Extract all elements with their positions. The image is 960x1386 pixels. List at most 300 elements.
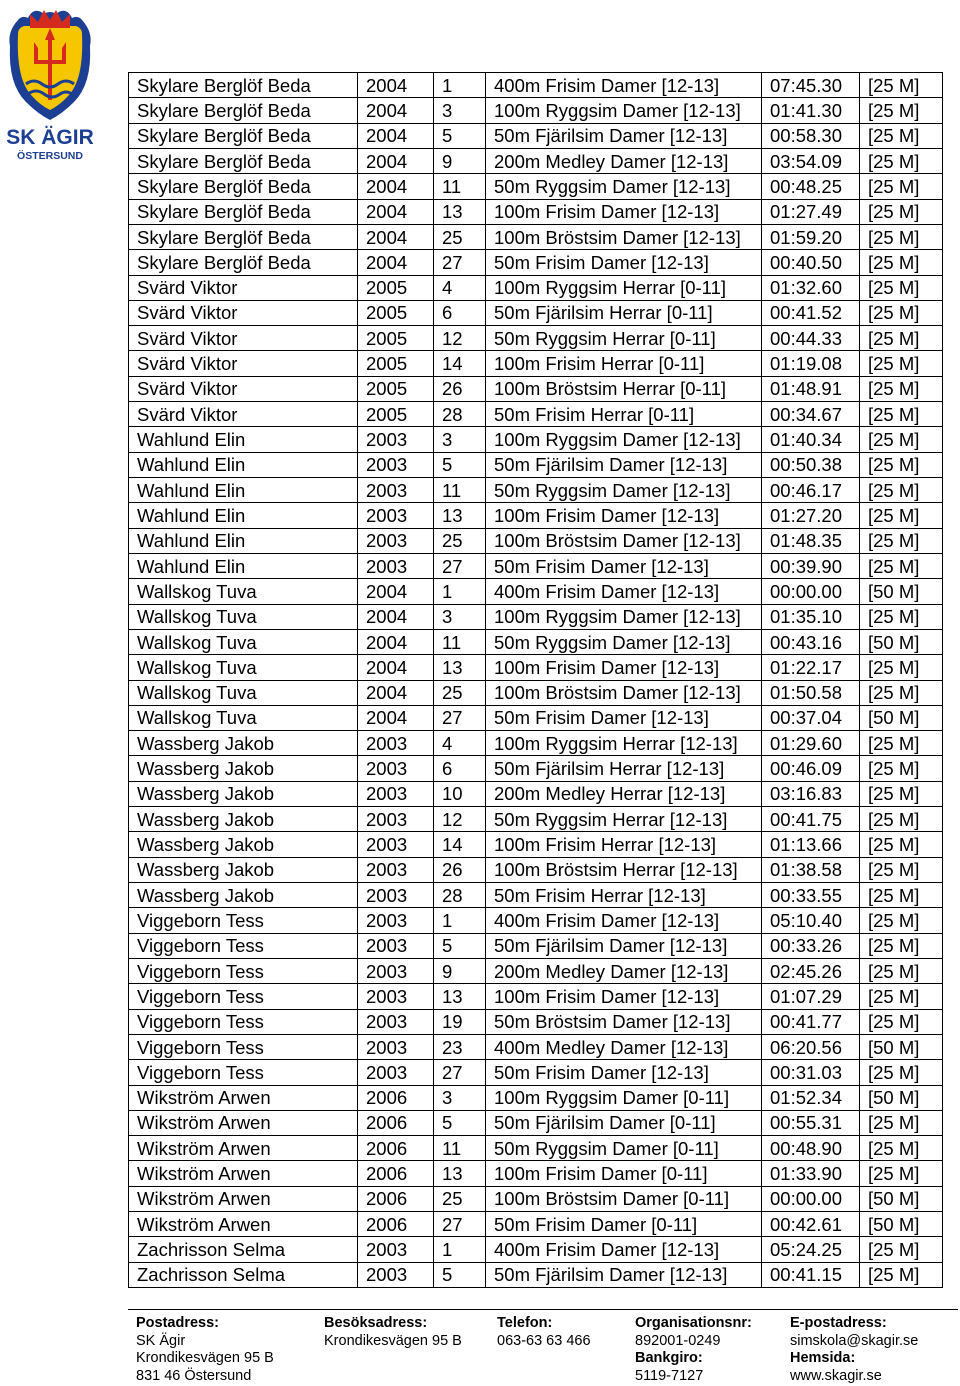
time-cell: 01:19.08 <box>762 351 860 376</box>
event-number-cell: 11 <box>434 478 486 503</box>
birth-year-cell: 2003 <box>358 1060 434 1085</box>
table-row <box>129 1060 943 1085</box>
event-number-cell: 1 <box>434 1237 486 1262</box>
pool-length-cell: [25 M] <box>860 680 943 705</box>
table-row <box>129 73 943 98</box>
event-cell: 400m Frisim Damer [12-13] <box>486 579 762 604</box>
swimmer-name-cell: Wallskog Tuva <box>129 680 358 705</box>
swimmer-name-cell: Wassberg Jakob <box>129 807 358 832</box>
pool-length-cell: [25 M] <box>860 250 943 275</box>
event-number-cell: 13 <box>434 984 486 1009</box>
event-number-cell: 3 <box>434 1085 486 1110</box>
table-row <box>129 832 943 857</box>
pool-length-cell: [25 M] <box>860 1009 943 1034</box>
pool-length-cell: [25 M] <box>860 275 943 300</box>
pool-length-cell: [25 M] <box>860 300 943 325</box>
footer-value: 063-63 63 466 <box>497 1332 591 1349</box>
birth-year-cell: 2004 <box>358 148 434 173</box>
table-row <box>129 883 943 908</box>
time-cell: 00:43.16 <box>762 629 860 654</box>
sk-agir-logo <box>4 4 96 164</box>
footer-value: 831 46 Östersund <box>136 1367 252 1384</box>
event-number-cell: 27 <box>434 1060 486 1085</box>
time-cell: 01:22.17 <box>762 655 860 680</box>
swimmer-name-cell: Wikström Arwen <box>129 1085 358 1110</box>
table-row <box>129 1110 943 1135</box>
event-cell: 400m Frisim Damer [12-13] <box>486 1237 762 1262</box>
footer-postadress <box>136 1315 274 1385</box>
swimmer-name-cell: Wikström Arwen <box>129 1110 358 1135</box>
birth-year-cell: 2006 <box>358 1186 434 1211</box>
logo-text-sub: ÖSTERSUND <box>17 150 83 162</box>
time-cell: 00:41.15 <box>762 1262 860 1287</box>
time-cell: 01:33.90 <box>762 1161 860 1186</box>
swimmer-name-cell: Wallskog Tuva <box>129 579 358 604</box>
event-cell: 100m Bröstsim Damer [0-11] <box>486 1186 762 1211</box>
time-cell: 00:58.30 <box>762 123 860 148</box>
event-cell: 400m Frisim Damer [12-13] <box>486 73 762 98</box>
birth-year-cell: 2003 <box>358 1009 434 1034</box>
table-row <box>129 857 943 882</box>
pool-length-cell: [25 M] <box>860 427 943 452</box>
swimmer-name-cell: Wahlund Elin <box>129 553 358 578</box>
table-row <box>129 984 943 1009</box>
birth-year-cell: 2003 <box>358 452 434 477</box>
table-row <box>129 224 943 249</box>
swimmer-name-cell: Wikström Arwen <box>129 1212 358 1237</box>
event-cell: 400m Medley Damer [12-13] <box>486 1034 762 1059</box>
event-number-cell: 5 <box>434 1110 486 1135</box>
swimmer-name-cell: Svärd Viktor <box>129 376 358 401</box>
event-cell: 50m Ryggsim Herrar [12-13] <box>486 807 762 832</box>
pool-length-cell: [25 M] <box>860 123 943 148</box>
event-cell: 100m Ryggsim Damer [12-13] <box>486 98 762 123</box>
event-number-cell: 5 <box>434 452 486 477</box>
table-row <box>129 553 943 578</box>
swimmer-name-cell: Wassberg Jakob <box>129 731 358 756</box>
event-cell: 50m Fjärilsim Herrar [12-13] <box>486 756 762 781</box>
pool-length-cell: [25 M] <box>860 351 943 376</box>
event-number-cell: 13 <box>434 503 486 528</box>
table-row <box>129 250 943 275</box>
swimmer-name-cell: Zachrisson Selma <box>129 1237 358 1262</box>
time-cell: 00:00.00 <box>762 1186 860 1211</box>
pool-length-cell: [25 M] <box>860 883 943 908</box>
footer-email-link[interactable]: simskola@skagir.se <box>790 1332 919 1349</box>
birth-year-cell: 2003 <box>358 958 434 983</box>
birth-year-cell: 2006 <box>358 1212 434 1237</box>
time-cell: 05:24.25 <box>762 1237 860 1262</box>
swimmer-name-cell: Wallskog Tuva <box>129 629 358 654</box>
pool-length-cell: [25 M] <box>860 1136 943 1161</box>
pool-length-cell: [25 M] <box>860 73 943 98</box>
pool-length-cell: [25 M] <box>860 807 943 832</box>
table-row <box>129 376 943 401</box>
footer-value: Krondikesvägen 95 B <box>324 1332 462 1349</box>
table-row <box>129 427 943 452</box>
event-number-cell: 6 <box>434 300 486 325</box>
pool-length-cell: [25 M] <box>860 857 943 882</box>
event-cell: 100m Bröstsim Damer [12-13] <box>486 680 762 705</box>
table-row <box>129 1237 943 1262</box>
swimmer-name-cell: Wahlund Elin <box>129 503 358 528</box>
swimmer-name-cell: Wallskog Tuva <box>129 705 358 730</box>
pool-length-cell: [25 M] <box>860 199 943 224</box>
pool-length-cell: [50 M] <box>860 1085 943 1110</box>
event-cell: 50m Fjärilsim Damer [12-13] <box>486 933 762 958</box>
swimmer-name-cell: Skylare Berglöf Beda <box>129 123 358 148</box>
event-number-cell: 26 <box>434 376 486 401</box>
birth-year-cell: 2003 <box>358 528 434 553</box>
pool-length-cell: [25 M] <box>860 908 943 933</box>
event-number-cell: 9 <box>434 148 486 173</box>
pool-length-cell: [25 M] <box>860 655 943 680</box>
pool-length-cell: [25 M] <box>860 731 943 756</box>
event-number-cell: 25 <box>434 528 486 553</box>
footer-label: Bankgiro: <box>635 1350 703 1366</box>
birth-year-cell: 2004 <box>358 705 434 730</box>
pool-length-cell: [25 M] <box>860 832 943 857</box>
event-cell: 100m Ryggsim Damer [12-13] <box>486 427 762 452</box>
swimmer-name-cell: Zachrisson Selma <box>129 1262 358 1287</box>
table-row <box>129 123 943 148</box>
table-row <box>129 958 943 983</box>
swimmer-name-cell: Wikström Arwen <box>129 1186 358 1211</box>
table-row <box>129 98 943 123</box>
event-number-cell: 14 <box>434 351 486 376</box>
pool-length-cell: [25 M] <box>860 98 943 123</box>
birth-year-cell: 2005 <box>358 326 434 351</box>
birth-year-cell: 2004 <box>358 629 434 654</box>
table-row <box>129 174 943 199</box>
swimmer-name-cell: Viggeborn Tess <box>129 958 358 983</box>
time-cell: 03:54.09 <box>762 148 860 173</box>
swimmer-name-cell: Wikström Arwen <box>129 1136 358 1161</box>
event-number-cell: 1 <box>434 579 486 604</box>
swimmer-name-cell: Svärd Viktor <box>129 402 358 427</box>
pool-length-cell: [50 M] <box>860 1186 943 1211</box>
time-cell: 00:46.09 <box>762 756 860 781</box>
time-cell: 07:45.30 <box>762 73 860 98</box>
pool-length-cell: [25 M] <box>860 781 943 806</box>
time-cell: 01:32.60 <box>762 275 860 300</box>
table-row <box>129 908 943 933</box>
pool-length-cell: [25 M] <box>860 326 943 351</box>
pool-length-cell: [25 M] <box>860 376 943 401</box>
time-cell: 01:35.10 <box>762 604 860 629</box>
time-cell: 01:59.20 <box>762 224 860 249</box>
event-cell: 400m Frisim Damer [12-13] <box>486 908 762 933</box>
event-cell: 50m Fjärilsim Damer [12-13] <box>486 1262 762 1287</box>
event-number-cell: 28 <box>434 883 486 908</box>
event-cell: 100m Ryggsim Damer [12-13] <box>486 604 762 629</box>
swimmer-name-cell: Skylare Berglöf Beda <box>129 73 358 98</box>
table-row <box>129 1186 943 1211</box>
birth-year-cell: 2003 <box>358 857 434 882</box>
birth-year-cell: 2004 <box>358 123 434 148</box>
time-cell: 00:00.00 <box>762 579 860 604</box>
event-cell: 100m Frisim Herrar [0-11] <box>486 351 762 376</box>
footer-website-link[interactable]: www.skagir.se <box>790 1367 882 1384</box>
event-cell: 50m Ryggsim Damer [12-13] <box>486 629 762 654</box>
time-cell: 00:48.25 <box>762 174 860 199</box>
time-cell: 05:10.40 <box>762 908 860 933</box>
event-number-cell: 12 <box>434 326 486 351</box>
swimmer-name-cell: Viggeborn Tess <box>129 908 358 933</box>
birth-year-cell: 2005 <box>358 275 434 300</box>
birth-year-cell: 2004 <box>358 224 434 249</box>
time-cell: 00:41.52 <box>762 300 860 325</box>
footer-label: E-postadress: <box>790 1315 887 1331</box>
pool-length-cell: [50 M] <box>860 1034 943 1059</box>
table-row <box>129 933 943 958</box>
event-number-cell: 3 <box>434 604 486 629</box>
event-number-cell: 11 <box>434 629 486 654</box>
time-cell: 00:41.77 <box>762 1009 860 1034</box>
swimmer-name-cell: Wassberg Jakob <box>129 857 358 882</box>
birth-year-cell: 2003 <box>358 1262 434 1287</box>
time-cell: 00:33.26 <box>762 933 860 958</box>
swimmer-name-cell: Skylare Berglöf Beda <box>129 199 358 224</box>
logo-text-main: SK ÄGIR <box>6 126 94 149</box>
event-number-cell: 12 <box>434 807 486 832</box>
pool-length-cell: [25 M] <box>860 1110 943 1135</box>
pool-length-cell: [25 M] <box>860 984 943 1009</box>
pool-length-cell: [25 M] <box>860 958 943 983</box>
swimmer-name-cell: Wahlund Elin <box>129 528 358 553</box>
birth-year-cell: 2004 <box>358 250 434 275</box>
time-cell: 00:34.67 <box>762 402 860 427</box>
table-row <box>129 655 943 680</box>
event-number-cell: 19 <box>434 1009 486 1034</box>
table-row <box>129 705 943 730</box>
birth-year-cell: 2003 <box>358 781 434 806</box>
results-body <box>129 73 943 1288</box>
birth-year-cell: 2003 <box>358 807 434 832</box>
results-table <box>128 72 943 1288</box>
swimmer-name-cell: Wahlund Elin <box>129 452 358 477</box>
swimmer-name-cell: Wallskog Tuva <box>129 655 358 680</box>
pool-length-cell: [25 M] <box>860 1060 943 1085</box>
event-cell: 100m Frisim Damer [12-13] <box>486 199 762 224</box>
swimmer-name-cell: Viggeborn Tess <box>129 933 358 958</box>
event-cell: 100m Frisim Damer [12-13] <box>486 655 762 680</box>
swimmer-name-cell: Svärd Viktor <box>129 300 358 325</box>
event-cell: 50m Frisim Damer [12-13] <box>486 1060 762 1085</box>
swimmer-name-cell: Svärd Viktor <box>129 275 358 300</box>
birth-year-cell: 2003 <box>358 883 434 908</box>
birth-year-cell: 2006 <box>358 1110 434 1135</box>
table-row <box>129 351 943 376</box>
event-number-cell: 26 <box>434 857 486 882</box>
table-row <box>129 680 943 705</box>
time-cell: 00:44.33 <box>762 326 860 351</box>
pool-length-cell: [25 M] <box>860 553 943 578</box>
birth-year-cell: 2005 <box>358 376 434 401</box>
event-cell: 50m Frisim Herrar [12-13] <box>486 883 762 908</box>
time-cell: 00:55.31 <box>762 1110 860 1135</box>
swimmer-name-cell: Wassberg Jakob <box>129 832 358 857</box>
time-cell: 06:20.56 <box>762 1034 860 1059</box>
event-number-cell: 25 <box>434 224 486 249</box>
footer-label: Besöksadress: <box>324 1315 428 1331</box>
time-cell: 00:42.61 <box>762 1212 860 1237</box>
footer-value: 892001-0249 <box>635 1332 721 1349</box>
time-cell: 01:07.29 <box>762 984 860 1009</box>
event-cell: 50m Ryggsim Herrar [0-11] <box>486 326 762 351</box>
event-cell: 50m Fjärilsim Damer [0-11] <box>486 1110 762 1135</box>
table-row <box>129 503 943 528</box>
pool-length-cell: [50 M] <box>860 629 943 654</box>
event-cell: 50m Frisim Damer [12-13] <box>486 705 762 730</box>
pool-length-cell: [50 M] <box>860 579 943 604</box>
event-cell: 100m Frisim Damer [0-11] <box>486 1161 762 1186</box>
swimmer-name-cell: Skylare Berglöf Beda <box>129 250 358 275</box>
birth-year-cell: 2004 <box>358 604 434 629</box>
event-number-cell: 27 <box>434 250 486 275</box>
table-row <box>129 199 943 224</box>
birth-year-cell: 2003 <box>358 478 434 503</box>
event-cell: 100m Frisim Herrar [12-13] <box>486 832 762 857</box>
birth-year-cell: 2003 <box>358 731 434 756</box>
event-cell: 100m Ryggsim Herrar [12-13] <box>486 731 762 756</box>
birth-year-cell: 2004 <box>358 73 434 98</box>
event-cell: 50m Fjärilsim Damer [12-13] <box>486 123 762 148</box>
time-cell: 00:37.04 <box>762 705 860 730</box>
table-row <box>129 300 943 325</box>
birth-year-cell: 2003 <box>358 503 434 528</box>
swimmer-name-cell: Viggeborn Tess <box>129 1034 358 1059</box>
event-number-cell: 3 <box>434 98 486 123</box>
time-cell: 00:31.03 <box>762 1060 860 1085</box>
pool-length-cell: [25 M] <box>860 604 943 629</box>
footer-value: 5119-7127 <box>635 1367 704 1384</box>
time-cell: 00:46.17 <box>762 478 860 503</box>
birth-year-cell: 2003 <box>358 553 434 578</box>
event-number-cell: 27 <box>434 705 486 730</box>
birth-year-cell: 2006 <box>358 1136 434 1161</box>
birth-year-cell: 2005 <box>358 300 434 325</box>
event-number-cell: 13 <box>434 199 486 224</box>
time-cell: 02:45.26 <box>762 958 860 983</box>
time-cell: 03:16.83 <box>762 781 860 806</box>
event-number-cell: 13 <box>434 1161 486 1186</box>
time-cell: 01:48.35 <box>762 528 860 553</box>
time-cell: 01:50.58 <box>762 680 860 705</box>
birth-year-cell: 2004 <box>358 98 434 123</box>
birth-year-cell: 2003 <box>358 832 434 857</box>
table-row <box>129 478 943 503</box>
time-cell: 01:27.20 <box>762 503 860 528</box>
birth-year-cell: 2004 <box>358 680 434 705</box>
swimmer-name-cell: Svärd Viktor <box>129 326 358 351</box>
swimmer-name-cell: Wikström Arwen <box>129 1161 358 1186</box>
pool-length-cell: [25 M] <box>860 933 943 958</box>
table-row <box>129 1161 943 1186</box>
footer-label: Organisationsnr: <box>635 1315 752 1331</box>
footer-telefon <box>497 1315 591 1350</box>
event-cell: 50m Frisim Damer [12-13] <box>486 250 762 275</box>
table-row <box>129 604 943 629</box>
event-number-cell: 5 <box>434 123 486 148</box>
footer-besoksadress <box>324 1315 462 1350</box>
birth-year-cell: 2003 <box>358 933 434 958</box>
event-number-cell: 4 <box>434 275 486 300</box>
birth-year-cell: 2003 <box>358 1237 434 1262</box>
event-number-cell: 11 <box>434 174 486 199</box>
pool-length-cell: [25 M] <box>860 1161 943 1186</box>
footer-label: Telefon: <box>497 1315 553 1331</box>
pool-length-cell: [25 M] <box>860 528 943 553</box>
swimmer-name-cell: Wallskog Tuva <box>129 604 358 629</box>
event-cell: 100m Bröstsim Damer [12-13] <box>486 528 762 553</box>
footer-label: Hemsida: <box>790 1350 856 1366</box>
table-row <box>129 275 943 300</box>
event-cell: 50m Frisim Damer [0-11] <box>486 1212 762 1237</box>
birth-year-cell: 2005 <box>358 402 434 427</box>
table-row <box>129 1085 943 1110</box>
time-cell: 00:41.75 <box>762 807 860 832</box>
time-cell: 00:40.50 <box>762 250 860 275</box>
event-cell: 50m Frisim Herrar [0-11] <box>486 402 762 427</box>
table-row <box>129 781 943 806</box>
pool-length-cell: [25 M] <box>860 1262 943 1287</box>
pool-length-cell: [50 M] <box>860 1212 943 1237</box>
birth-year-cell: 2005 <box>358 351 434 376</box>
birth-year-cell: 2003 <box>358 984 434 1009</box>
birth-year-cell: 2004 <box>358 579 434 604</box>
time-cell: 01:27.49 <box>762 199 860 224</box>
event-cell: 200m Medley Herrar [12-13] <box>486 781 762 806</box>
table-row <box>129 807 943 832</box>
event-cell: 100m Ryggsim Herrar [0-11] <box>486 275 762 300</box>
event-cell: 100m Frisim Damer [12-13] <box>486 984 762 1009</box>
event-number-cell: 10 <box>434 781 486 806</box>
time-cell: 01:29.60 <box>762 731 860 756</box>
event-cell: 200m Medley Damer [12-13] <box>486 958 762 983</box>
footer-value: Krondikesvägen 95 B <box>136 1350 274 1366</box>
swimmer-name-cell: Viggeborn Tess <box>129 1009 358 1034</box>
swimmer-name-cell: Skylare Berglöf Beda <box>129 224 358 249</box>
footer-label: Postadress: <box>136 1315 220 1331</box>
table-row <box>129 1212 943 1237</box>
footer-organisation <box>635 1315 752 1385</box>
table-row <box>129 326 943 351</box>
event-number-cell: 27 <box>434 1212 486 1237</box>
event-number-cell: 5 <box>434 1262 486 1287</box>
event-number-cell: 4 <box>434 731 486 756</box>
event-number-cell: 1 <box>434 73 486 98</box>
birth-year-cell: 2003 <box>358 908 434 933</box>
table-row <box>129 528 943 553</box>
pool-length-cell: [50 M] <box>860 705 943 730</box>
table-row <box>129 629 943 654</box>
swimmer-name-cell: Skylare Berglöf Beda <box>129 148 358 173</box>
event-cell: 50m Ryggsim Damer [12-13] <box>486 478 762 503</box>
swimmer-name-cell: Skylare Berglöf Beda <box>129 174 358 199</box>
birth-year-cell: 2003 <box>358 1034 434 1059</box>
event-cell: 100m Bröstsim Herrar [12-13] <box>486 857 762 882</box>
swimmer-name-cell: Wassberg Jakob <box>129 756 358 781</box>
event-number-cell: 28 <box>434 402 486 427</box>
table-row <box>129 402 943 427</box>
event-cell: 100m Bröstsim Herrar [0-11] <box>486 376 762 401</box>
pool-length-cell: [25 M] <box>860 148 943 173</box>
pool-length-cell: [25 M] <box>860 478 943 503</box>
pool-length-cell: [25 M] <box>860 174 943 199</box>
event-number-cell: 23 <box>434 1034 486 1059</box>
pool-length-cell: [25 M] <box>860 452 943 477</box>
